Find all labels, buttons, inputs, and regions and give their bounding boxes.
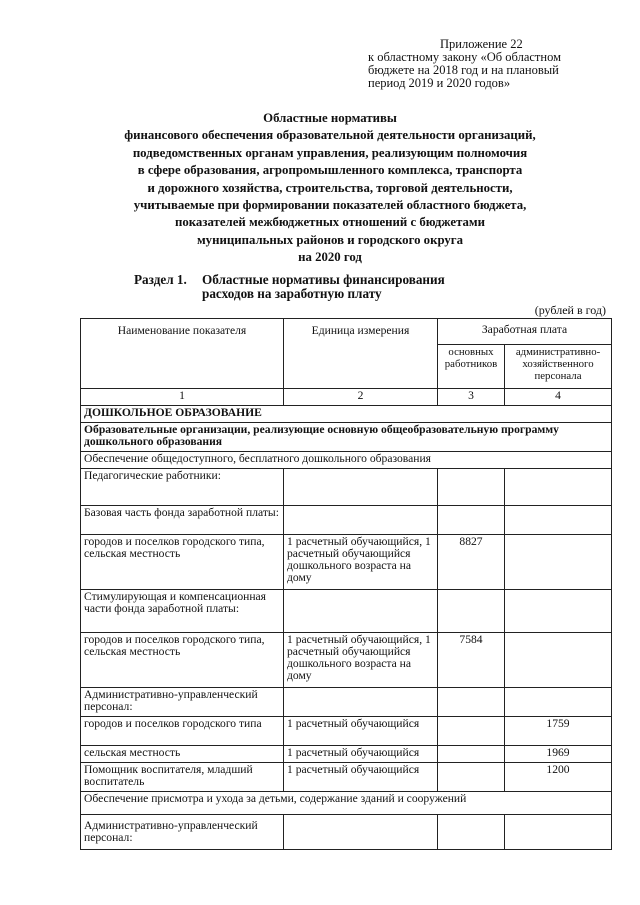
table-row xyxy=(81,633,612,688)
table-row xyxy=(81,452,612,469)
column-number: 4 xyxy=(505,389,612,406)
column-number: 3 xyxy=(438,389,505,406)
header-unit: Единица измерения xyxy=(284,319,438,389)
title-line: муниципальных районов и городского округа xyxy=(196,232,464,247)
group-label: Стимулирующая и компенсационная части фонда заработной платы: xyxy=(81,590,284,633)
table-row xyxy=(81,688,612,717)
row-name: сельская местность xyxy=(81,746,284,763)
table-row xyxy=(81,717,612,746)
row-unit: 1 расчетный обучающийся, 1 расчетный обучающийся дошкольного возраста на дому xyxy=(284,633,438,688)
row-admin-value: 1200 xyxy=(505,763,612,792)
title-line: финансового обеспечения образовательной деятельности организаций, xyxy=(124,128,536,143)
table-row xyxy=(81,506,612,535)
section-line: расходов на заработную плату xyxy=(202,286,382,301)
row-main-value xyxy=(438,763,505,792)
table-row xyxy=(81,815,612,850)
norms-table xyxy=(80,318,612,850)
title-line: и дорожного хозяйства, строительства, торговой деятельности, xyxy=(147,180,513,195)
subcategory-row: Образовательные организации, реализующие основную общеобразовательную программу дошкольного образования xyxy=(81,423,612,452)
row-admin-value xyxy=(505,633,612,688)
table-row xyxy=(81,423,612,452)
header-row xyxy=(81,319,612,345)
group-label: Педагогические работники: xyxy=(81,469,284,506)
group-row: Обеспечение присмотра и ухода за детьми, содержание зданий и сооружений xyxy=(81,792,612,815)
group-label: Базовая часть фонда заработной платы: xyxy=(81,506,284,535)
row-unit: 1 расчетный обучающийся, 1 расчетный обучающийся дошкольного возраста на дому xyxy=(284,535,438,590)
row-name: городов и поселков городского типа, сельская местность xyxy=(81,633,284,688)
category-row: ДОШКОЛЬНОЕ ОБРАЗОВАНИЕ xyxy=(81,406,612,423)
table-row xyxy=(81,469,612,506)
table-row xyxy=(81,535,612,590)
row-main-value xyxy=(438,746,505,763)
document-title xyxy=(60,110,600,267)
appendix-line: бюджете на 2018 год и на плановый xyxy=(368,63,559,77)
row-admin-value: 1969 xyxy=(505,746,612,763)
table-row xyxy=(81,406,612,423)
appendix-line: к областному закону «Об областном xyxy=(368,50,561,64)
title-line: Областные нормативы xyxy=(263,111,397,125)
row-unit: 1 расчетный обучающийся xyxy=(284,717,438,746)
group-label: Административно-управленческий персонал: xyxy=(81,815,284,850)
row-unit: 1 расчетный обучающийся xyxy=(284,763,438,792)
title-line: на 2020 год xyxy=(298,250,362,265)
section-heading xyxy=(134,273,445,301)
table-row xyxy=(81,746,612,763)
appendix-line: период 2019 и 2020 годов» xyxy=(368,76,511,90)
table-row xyxy=(81,763,612,792)
row-main-value: 8827 xyxy=(438,535,505,590)
group-row: Обеспечение общедоступного, бесплатного дошкольного образования xyxy=(81,452,612,469)
title-line: учитываемые при формировании показателей областного бюджета, xyxy=(133,198,527,213)
title-line: в сфере образования, агропромышленного комплекса, транспорта xyxy=(137,163,523,178)
group-label: Административно-управленческий персонал: xyxy=(81,688,284,717)
section-number: Раздел 1. xyxy=(134,272,187,287)
column-numbers-row xyxy=(81,389,612,406)
header-name: Наименование показателя xyxy=(81,319,284,389)
section-line: Областные нормативы финансирования xyxy=(202,272,445,287)
row-name: городов и поселков городского типа, сельская местность xyxy=(81,535,284,590)
row-name: городов и поселков городского типа xyxy=(81,717,284,746)
header-salary: Заработная плата xyxy=(438,319,612,345)
title-line: показателей межбюджетных отношений с бюджетами xyxy=(174,215,486,230)
title-line: подведомственных органам управления, реализующим полномочия xyxy=(132,145,528,160)
appendix-note xyxy=(368,38,630,90)
row-unit: 1 расчетный обучающийся xyxy=(284,746,438,763)
units-note: (рублей в год) xyxy=(534,303,606,317)
row-admin-value: 1759 xyxy=(505,717,612,746)
column-number: 1 xyxy=(81,389,284,406)
header-admin-staff: административно-хозяйственного персонала xyxy=(505,344,612,388)
row-main-value: 7584 xyxy=(438,633,505,688)
row-admin-value xyxy=(505,535,612,590)
appendix-line: Приложение 22 xyxy=(440,37,523,51)
table-row xyxy=(81,590,612,633)
row-name: Помощник воспитателя, младший воспитатель xyxy=(81,763,284,792)
row-main-value xyxy=(438,717,505,746)
table-row xyxy=(81,792,612,815)
column-number: 2 xyxy=(284,389,438,406)
header-main-staff: основных работников xyxy=(438,344,505,388)
